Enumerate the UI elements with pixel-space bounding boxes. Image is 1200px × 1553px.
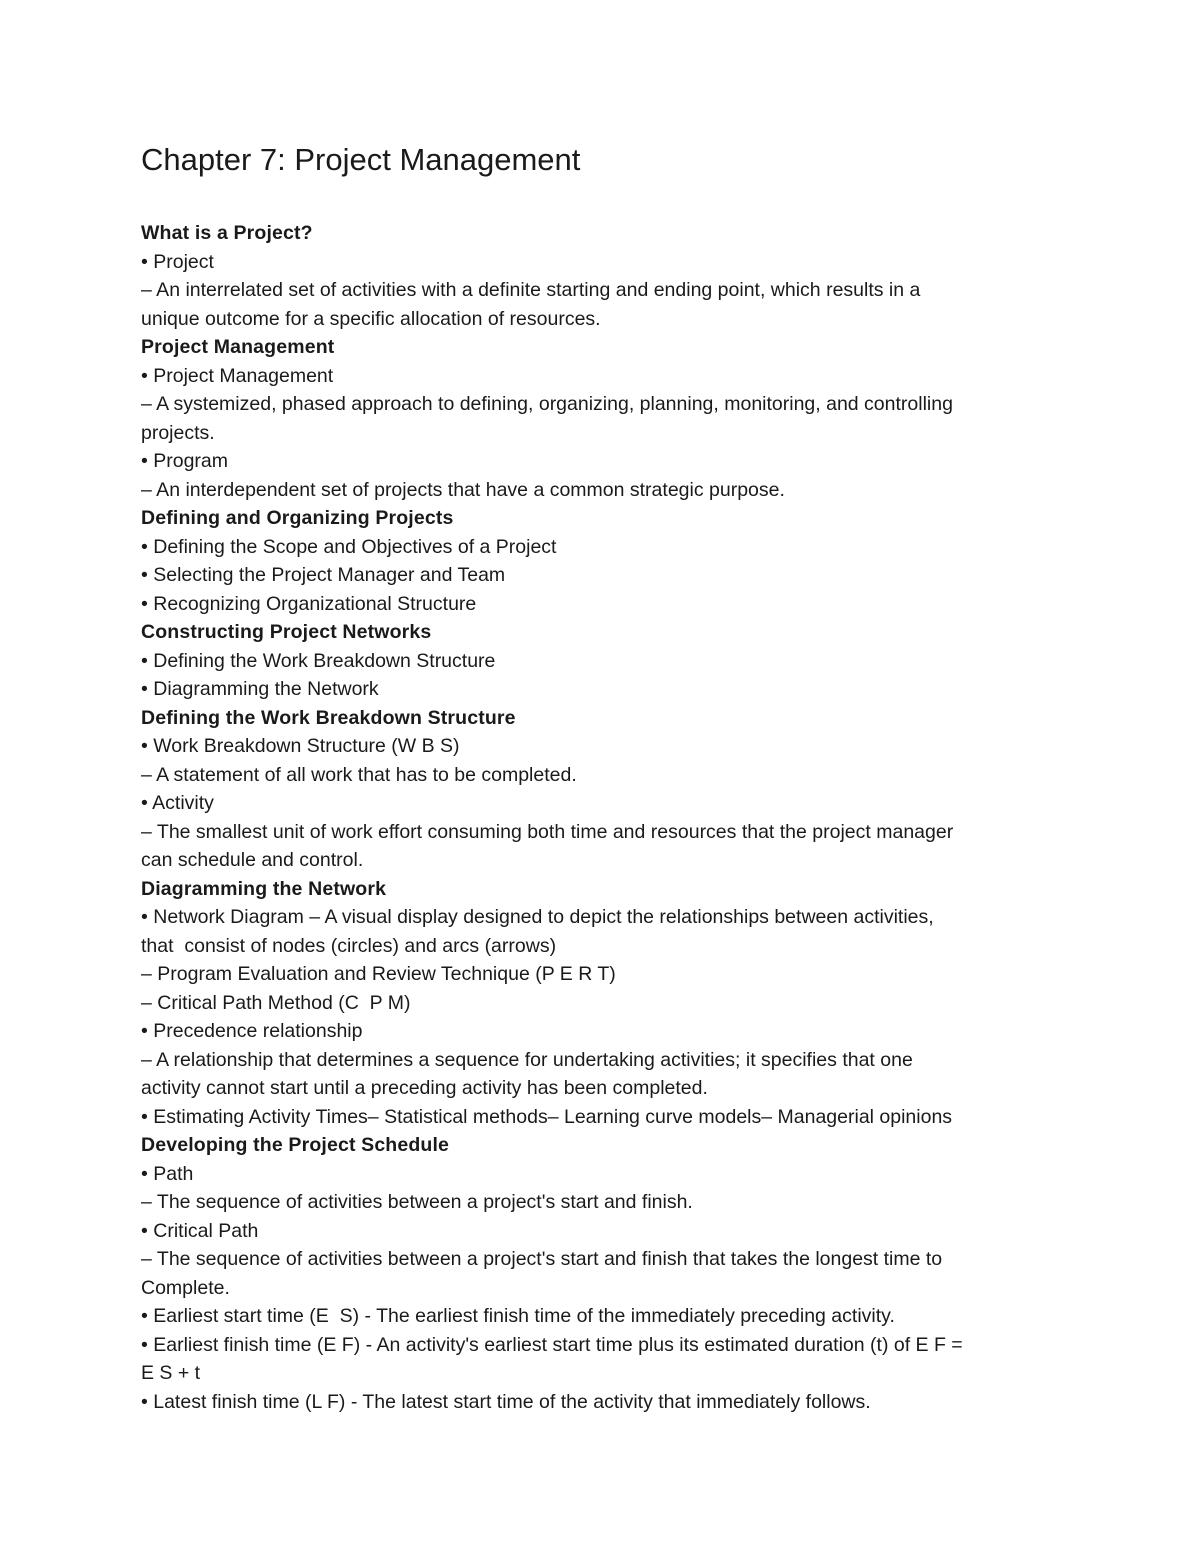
section-heading: Project Management — [141, 336, 335, 358]
body-text-line: • Path — [141, 1162, 194, 1185]
body-text-line: • Diagramming the Network — [141, 678, 379, 700]
body-text-line: – A systemized, phased approach to defining, organizing, planning, monitoring, and controlling — [141, 393, 953, 415]
body-text-line: • Precedence relationship — [141, 1020, 363, 1042]
body-text-line: – A statement of all work that has to be completed. — [141, 763, 577, 786]
body-text-line: – An interrelated set of activities with a definite starting and ending point, which results in a — [141, 279, 921, 301]
body-text-line: • Defining the Scope and Objectives of a Project — [141, 535, 557, 558]
document-page — [141, 140, 1061, 1416]
body-text-line: – The sequence of activities between a project's start and finish. — [141, 1191, 693, 1213]
body-text-line: – Program Evaluation and Review Technique (P E R T) — [141, 963, 616, 985]
section-heading: Defining the Work Breakdown Structure — [141, 706, 516, 729]
body-text-line: • Activity — [141, 792, 214, 814]
document-body — [141, 219, 1061, 1416]
page-title: Chapter 7: Project Management — [141, 142, 581, 177]
body-text-line: Complete. — [141, 1276, 230, 1299]
body-text-line: – Critical Path Method (C P M) — [141, 991, 411, 1014]
body-text-line: can schedule and control. — [141, 849, 364, 871]
body-text-line: projects. — [141, 421, 215, 444]
body-text-line: • Selecting the Project Manager and Team — [141, 564, 506, 586]
section-heading: Developing the Project Schedule — [141, 1134, 450, 1156]
body-text-line: • Network Diagram – A visual display designed to depict the relationships between activities, — [141, 906, 934, 928]
body-text-line: • Recognizing Organizational Structure — [141, 592, 477, 615]
body-text-line: • Earliest finish time (E F) - An activity's earliest start time plus its estimated duration (t) of E F = — [141, 1333, 963, 1356]
body-text-line: • Defining the Work Breakdown Structure — [141, 649, 496, 672]
body-text-line: – The smallest unit of work effort consuming both time and resources that the project manager — [141, 820, 954, 843]
body-text-line: • Project Management — [141, 364, 334, 387]
body-text-line: • Program — [141, 450, 229, 472]
section-heading: What is a Project? — [141, 222, 313, 244]
section-heading: Diagramming the Network — [141, 877, 387, 900]
body-text-line: • Latest finish time (L F) - The latest start time of the activity that immediately follows. — [141, 1390, 871, 1413]
body-text-line: • Critical Path — [141, 1219, 259, 1242]
body-text-line: activity cannot start until a preceding activity has been completed. — [141, 1077, 708, 1099]
body-text-line: – A relationship that determines a sequence for undertaking activities; it specifies that one — [141, 1048, 913, 1071]
body-text-line: • Estimating Activity Times– Statistical methods– Learning curve models– Managerial opinions — [141, 1105, 953, 1128]
body-text-line: • Work Breakdown Structure (W B S) — [141, 735, 460, 757]
body-text-line: unique outcome for a specific allocation of resources. — [141, 307, 601, 330]
section-heading: Defining and Organizing Projects — [141, 507, 454, 529]
body-text-line: E S + t — [141, 1362, 201, 1384]
body-text-line: that consist of nodes (circles) and arcs (arrows) — [141, 934, 557, 957]
section-heading: Constructing Project Networks — [141, 621, 432, 643]
body-text-line: • Project — [141, 250, 214, 273]
body-text-line: – The sequence of activities between a project's start and finish that takes the longest time to — [141, 1248, 943, 1270]
body-text-line: – An interdependent set of projects that have a common strategic purpose. — [141, 478, 785, 501]
body-text-line: • Earliest start time (E S) - The earliest finish time of the immediately preceding activity. — [141, 1305, 895, 1327]
